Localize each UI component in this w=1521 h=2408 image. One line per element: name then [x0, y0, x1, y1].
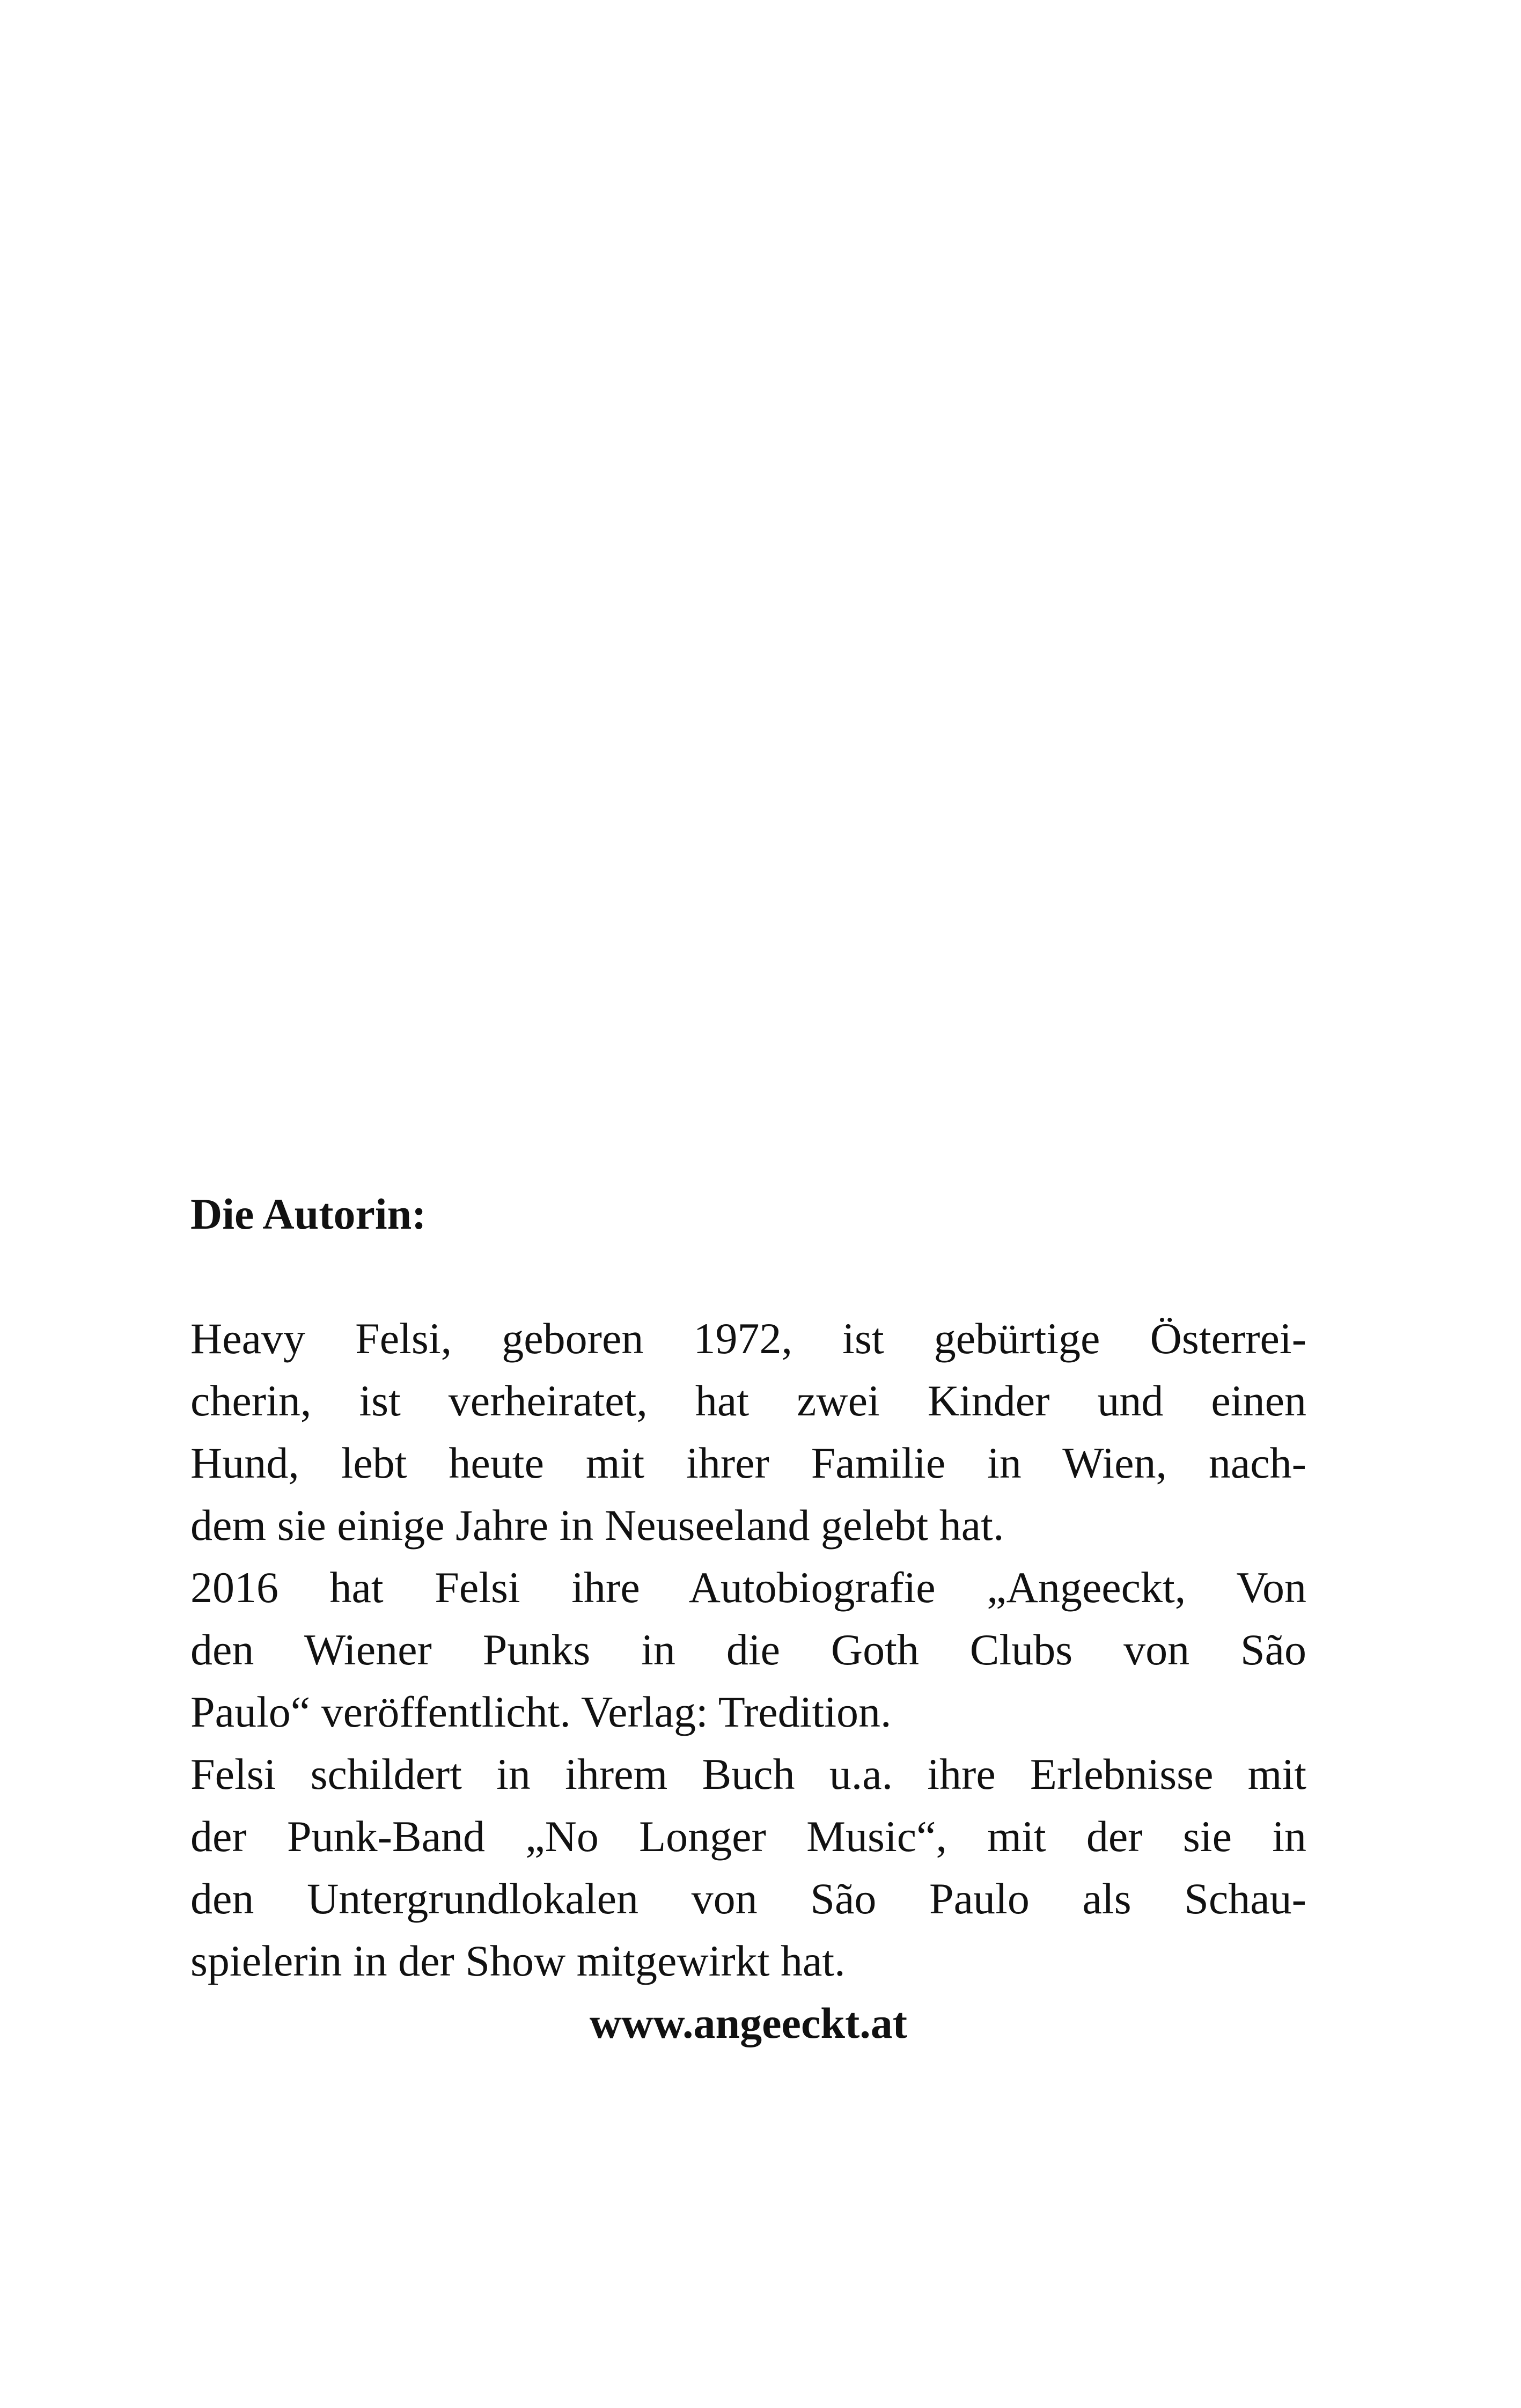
text-line: den Untergrundlokalen von São Paulo als Schau- [190, 1874, 1306, 1923]
text-line: Paulo“ veröffentlicht. Verlag: Tredition. [190, 1687, 892, 1736]
text-line: Hund, lebt heute mit ihrer Familie in Wien, nach- [190, 1438, 1306, 1487]
website-url: www.angeeckt.at [589, 1999, 908, 2047]
text-line: Heavy Felsi, geboren 1972, ist gebürtige Österrei- [190, 1314, 1306, 1363]
author-bio [190, 1183, 1306, 2054]
section-heading: Die Autorin: [190, 1190, 427, 1238]
bio-paragraph-3 [190, 1743, 1306, 1992]
text-line: spielerin in der Show mitgewirkt hat. [190, 1936, 846, 1985]
bio-paragraph-1 [190, 1308, 1306, 1557]
text-line: der Punk-Band „No Longer Music“, mit der sie in [190, 1812, 1306, 1861]
text-line: den Wiener Punks in die Goth Clubs von São [190, 1625, 1306, 1674]
text-line: 2016 hat Felsi ihre Autobiografie „Angeeckt, Von [190, 1563, 1306, 1612]
text-line: cherin, ist verheiratet, hat zwei Kinder und einen [190, 1376, 1306, 1425]
text-line: Felsi schildert in ihrem Buch u.a. ihre Erlebnisse mit [190, 1750, 1306, 1798]
bio-paragraph-2 [190, 1557, 1306, 1743]
text-line: dem sie einige Jahre in Neuseeland gelebt hat. [190, 1501, 1004, 1550]
